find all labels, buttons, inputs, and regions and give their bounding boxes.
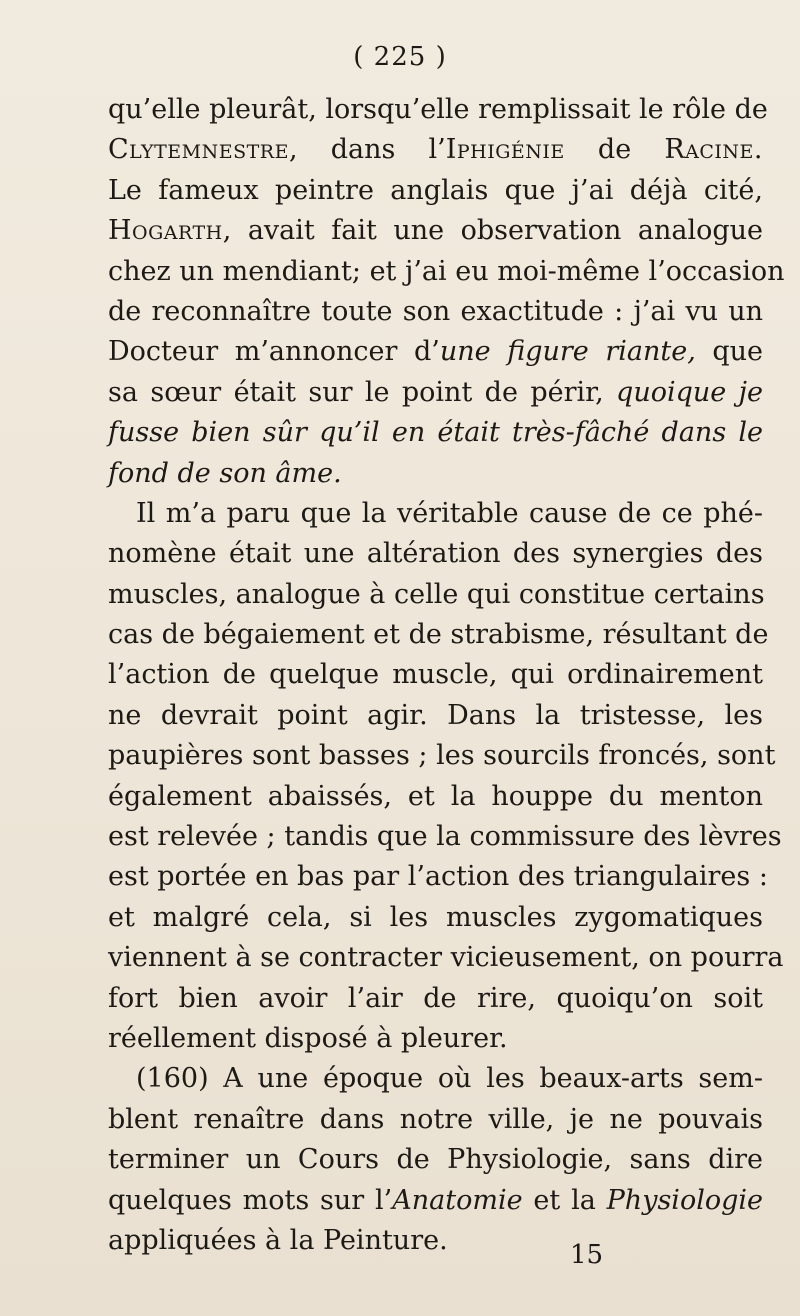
text-line: Le fameux peintre anglais que j’ai déjà cité,: [108, 174, 763, 206]
text-line: terminer un Cours de Physiologie, sans dire: [108, 1144, 763, 1176]
text-line: [108, 211, 763, 251]
text-line: cas de bégaiement et de strabisme, résultant de: [108, 619, 769, 651]
body-text: [108, 90, 785, 1261]
text-line: qu’elle pleurât, lorsqu’elle remplissait le rôle de: [108, 94, 768, 125]
paragraph: [108, 90, 785, 494]
text-fragment: de: [564, 134, 665, 166]
text-line: l’action de quelque muscle, qui ordinairement: [108, 659, 763, 691]
text-fragment: et la: [522, 1184, 607, 1216]
italic-phrase: quoique je: [616, 376, 763, 408]
text-fragment: quelques mots sur l’: [108, 1184, 393, 1216]
text-line: appliquées à la Peinture.: [108, 1224, 448, 1256]
paragraph: [108, 1059, 763, 1261]
text-line: de reconnaître toute son exactitude : j’ai vu un: [108, 295, 763, 327]
paragraph: [108, 494, 784, 1059]
page-number: ( 225 ): [353, 42, 447, 72]
text-line: est portée en bas par l’action des triangulaires :: [108, 861, 768, 893]
text-line: chez un mendiant; et j’ai eu moi-même l’occasion: [108, 255, 785, 287]
name-hogarth: Hogarth: [108, 215, 223, 247]
text-line: paupières sont basses ; les sourcils froncés, sont: [108, 740, 776, 772]
text-line: ne devrait point agir. Dans la tristesse, les: [108, 699, 763, 731]
text-line: blent renaître dans notre ville, je ne pouvais: [108, 1103, 763, 1135]
text-line: [108, 373, 763, 413]
text-line: [108, 130, 763, 170]
italic-phrase: Physiologie: [606, 1184, 763, 1216]
text-line: nomène était une altération des synergies des: [108, 538, 763, 570]
text-fragment: Docteur m’annoncer d’: [108, 336, 440, 368]
text-line: viennent à se contracter vicieusement, on pourra: [108, 942, 784, 974]
text-line: fusse bien sûr qu’il en était très-fâché dans le: [108, 417, 763, 449]
text-line: fort bien avoir l’air de rire, quoiqu’on soit: [108, 982, 763, 1014]
name-clytemnestre: Clytemnestre: [108, 134, 289, 166]
text-line: Il m’a paru que la véritable cause de ce phé-: [136, 497, 763, 529]
text-fragment: , avait fait une observation analogue: [222, 215, 763, 247]
text-line: réellement disposé à pleurer.: [108, 1022, 508, 1054]
name-racine: Racine.: [664, 134, 763, 166]
work-title-iphigenie: Iphigénie: [445, 134, 565, 166]
text-line: [108, 1181, 763, 1221]
text-line: fond de son âme.: [108, 457, 342, 489]
italic-phrase: une figure riante,: [439, 336, 696, 368]
text-fragment: , dans l’: [288, 134, 446, 166]
text-line: est relevée ; tandis que la commissure des lèvres: [108, 821, 782, 853]
text-line: [108, 332, 763, 372]
text-line: également abaissés, et la houppe du menton: [108, 780, 763, 812]
text-line: (160) A une époque où les beaux-arts sem-: [136, 1063, 763, 1095]
text-line: et malgré cela, si les muscles zygomatiques: [108, 901, 763, 933]
text-line: muscles, analogue à celle qui constitue certains: [108, 578, 765, 610]
text-fragment: sa sœur était sur le point de périr,: [108, 376, 617, 408]
signature-mark: 15: [570, 1240, 604, 1270]
text-fragment: que: [695, 336, 763, 368]
italic-phrase: Anatomie: [392, 1184, 523, 1216]
